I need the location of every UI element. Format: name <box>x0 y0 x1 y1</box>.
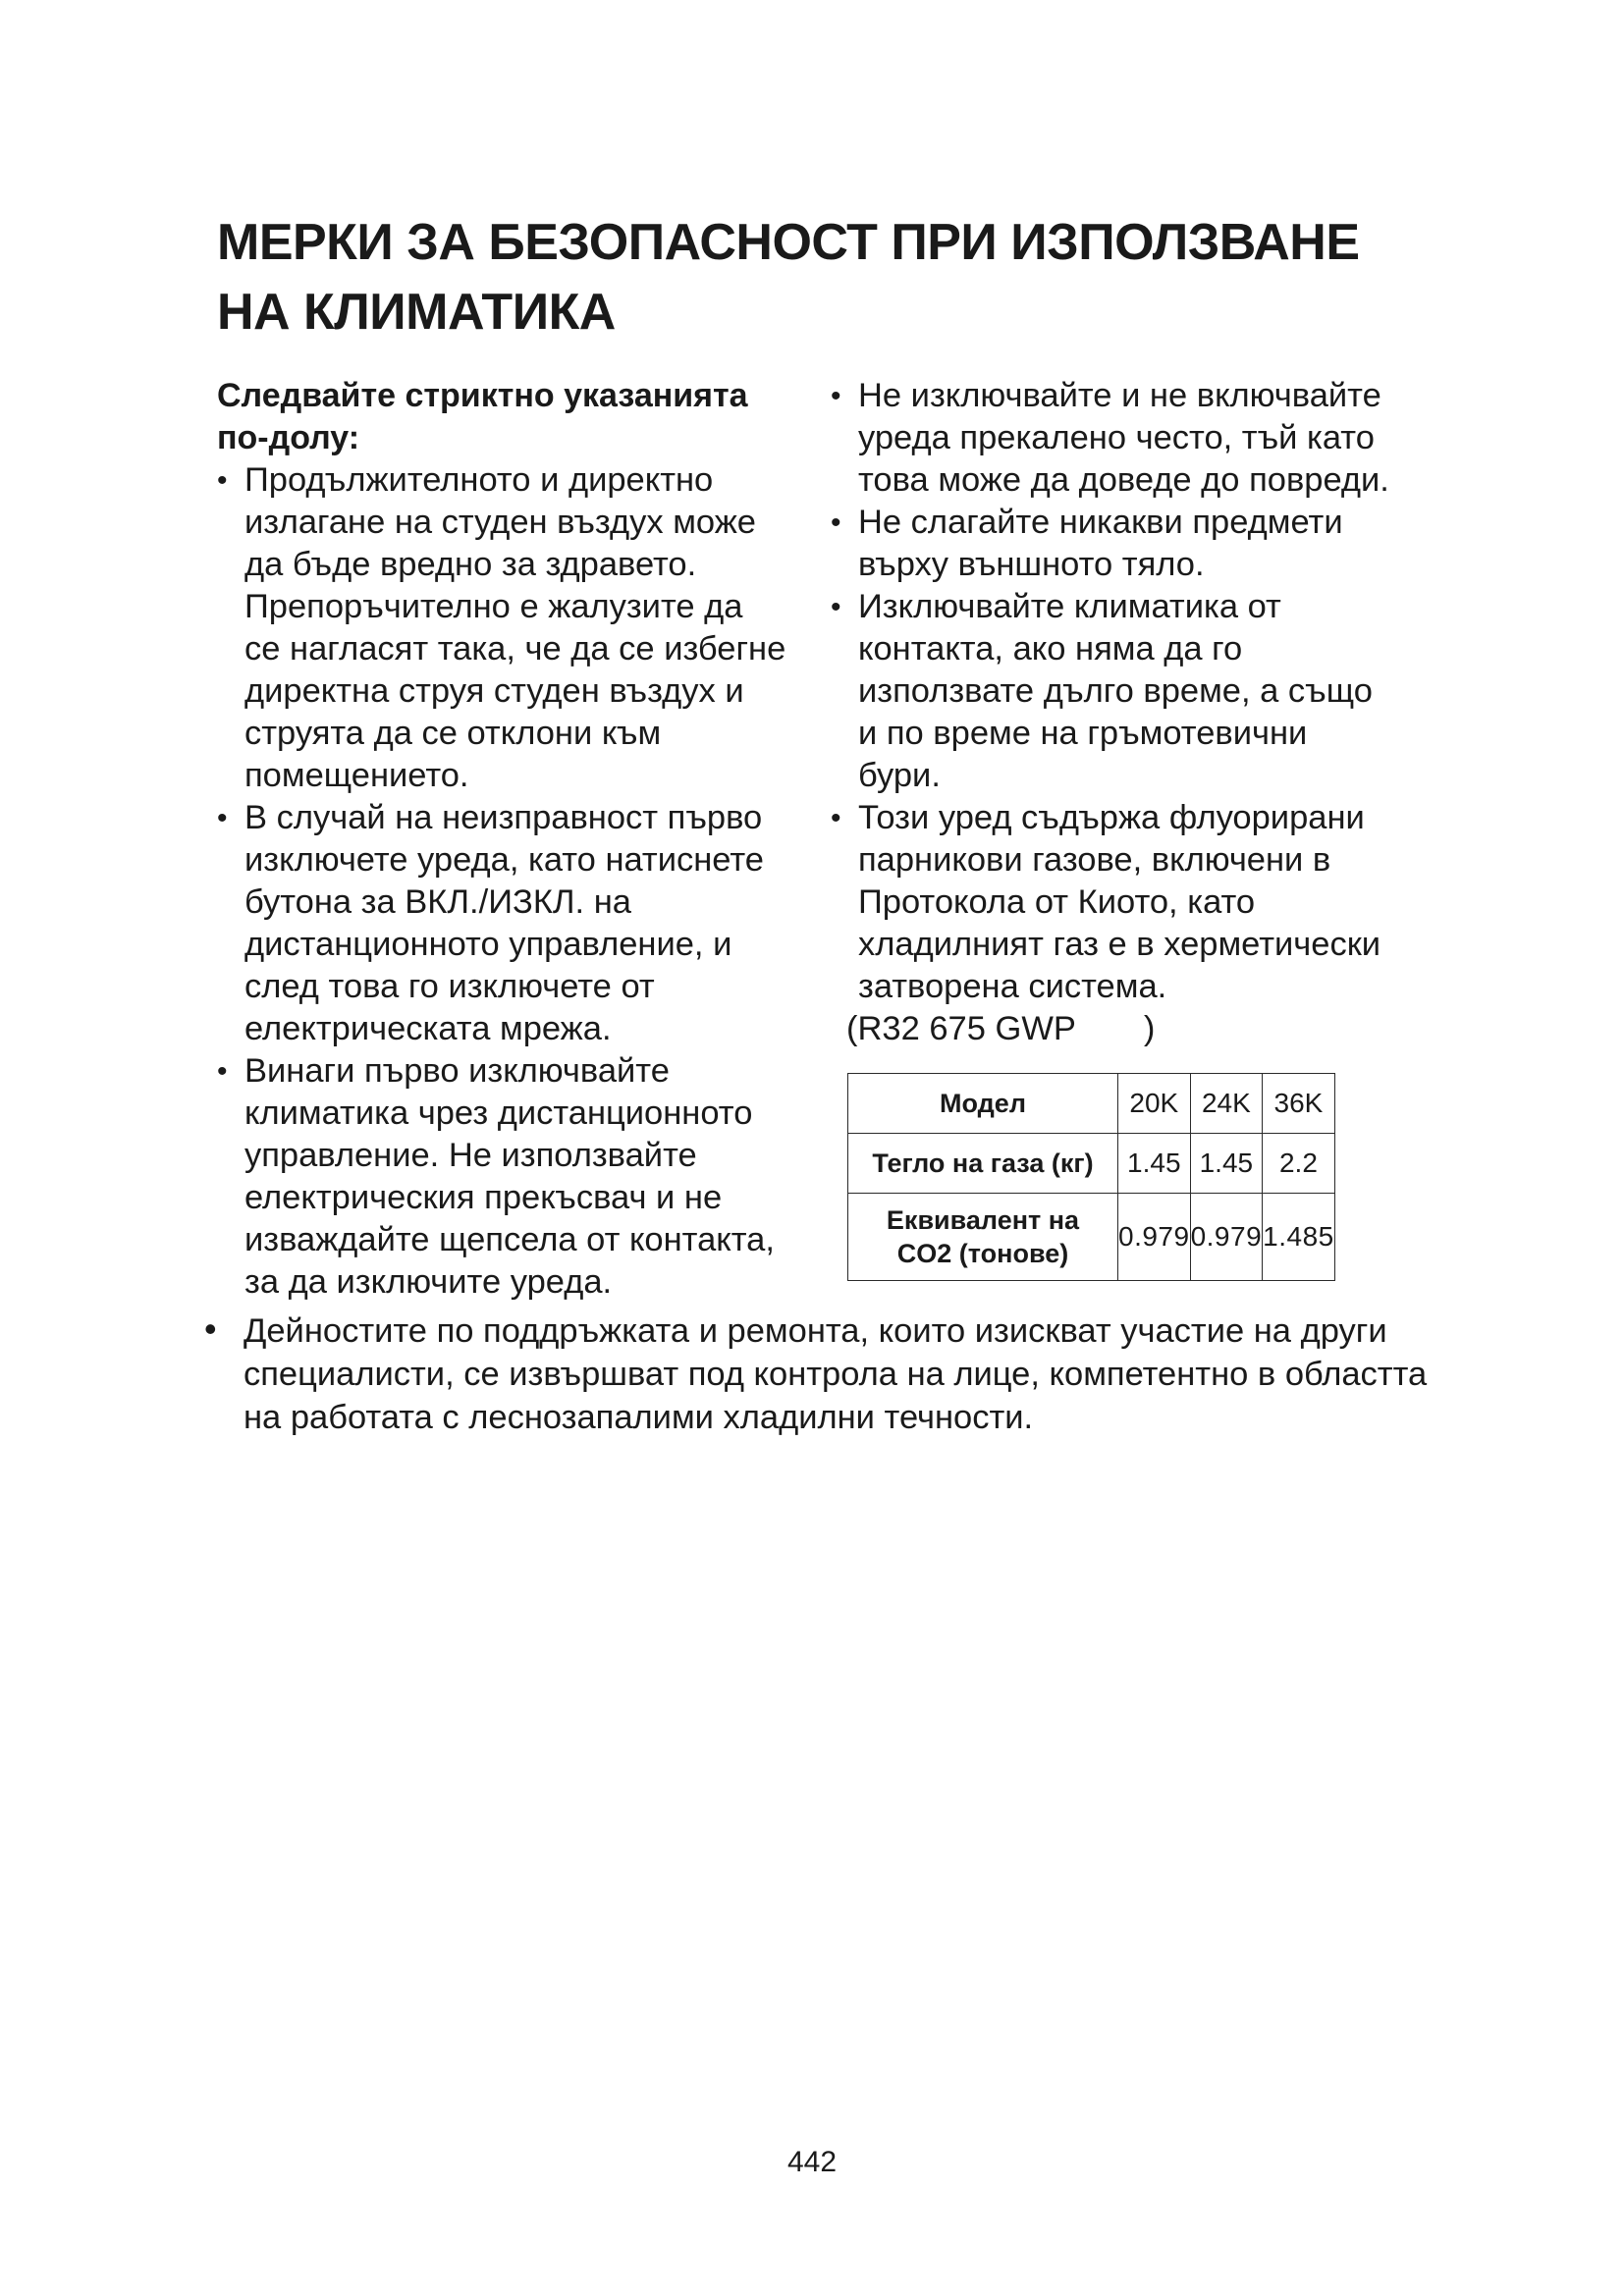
right-bullet-list <box>831 375 1439 1008</box>
weight-20k: 1.45 <box>1118 1134 1191 1194</box>
maintenance-note <box>204 1309 1481 1439</box>
list-item: • В случай на неизправност първо изключете уреда, като натиснете бутона за ВКЛ./ИЗКЛ. на дистанционното управление, и след това го изключете от електрическата мрежа. <box>217 797 806 1050</box>
table-row <box>848 1134 1335 1194</box>
model-24k: 24K <box>1190 1074 1263 1134</box>
left-bullet-list <box>217 459 806 1304</box>
instructions-subheading: Следвайте стриктно указанията по-долу: <box>217 377 748 456</box>
list-item: • Не слагайте никакви предмети върху външното тяло. <box>831 502 1439 586</box>
refrigerant-table <box>847 1073 1335 1281</box>
weight-label: Тегло на газа (кг) <box>848 1134 1118 1194</box>
page-number: 442 <box>786 2146 838 2178</box>
weight-36k: 2.2 <box>1263 1134 1335 1194</box>
page-title <box>217 208 1493 347</box>
model-label: Модел <box>848 1074 1118 1134</box>
weight-24k: 1.45 <box>1190 1134 1263 1194</box>
table-row <box>848 1194 1335 1281</box>
title-line-1: МЕРКИ ЗА БЕЗОПАСНОСТ ПРИ ИЗПОЛЗВАНЕ <box>217 214 1360 271</box>
co2-label: Еквивалент на CO2 (тонове) <box>848 1194 1118 1281</box>
list-item: • Този уред съдържа флуорирани парникови газове, включени в Протокола от Киото, като хладилният газ е в херметически затворена система. <box>831 797 1439 1008</box>
model-20k: 20K <box>1118 1074 1191 1134</box>
left-column <box>217 375 806 1304</box>
co2-20k: 0.979 <box>1118 1194 1191 1281</box>
list-item: • Винаги първо изключвайте климатика чрез дистанционното управление. Не използвайте електрическия прекъсвач и не изваждайте щепсела от контакта, за да изключите уреда. <box>217 1050 806 1304</box>
right-column <box>831 375 1439 1050</box>
refrigerant-gwp-note: (R32 675 GWP ) <box>846 1010 1156 1047</box>
list-item: • Изключвайте климатика от контакта, ако няма да го използвате дълго време, а също и по време на гръмотевични бури. <box>831 586 1439 797</box>
model-36k: 36K <box>1263 1074 1335 1134</box>
co2-24k: 0.979 <box>1190 1194 1263 1281</box>
title-line-2: НА КЛИМАТИКА <box>217 284 616 341</box>
list-item: • Не изключвайте и не включвайте уреда прекалено често, тъй като това може да доведе до повреди. <box>831 375 1439 502</box>
co2-36k: 1.485 <box>1263 1194 1335 1281</box>
table-row <box>848 1074 1335 1134</box>
list-item: • Дейностите по поддръжката и ремонта, които изискват участие на други специалисти, се извършват под контрола на лице, компетентно в областта на работата с леснозапалими хладилни течности. <box>204 1309 1481 1439</box>
list-item: • Продължителното и директно излагане на студен въздух може да бъде вредно за здравето. Препоръчително е жалузите да се нагласят така, че да се избегне директна струя студен въздух и струята да се отклони към помещението. <box>217 459 806 797</box>
